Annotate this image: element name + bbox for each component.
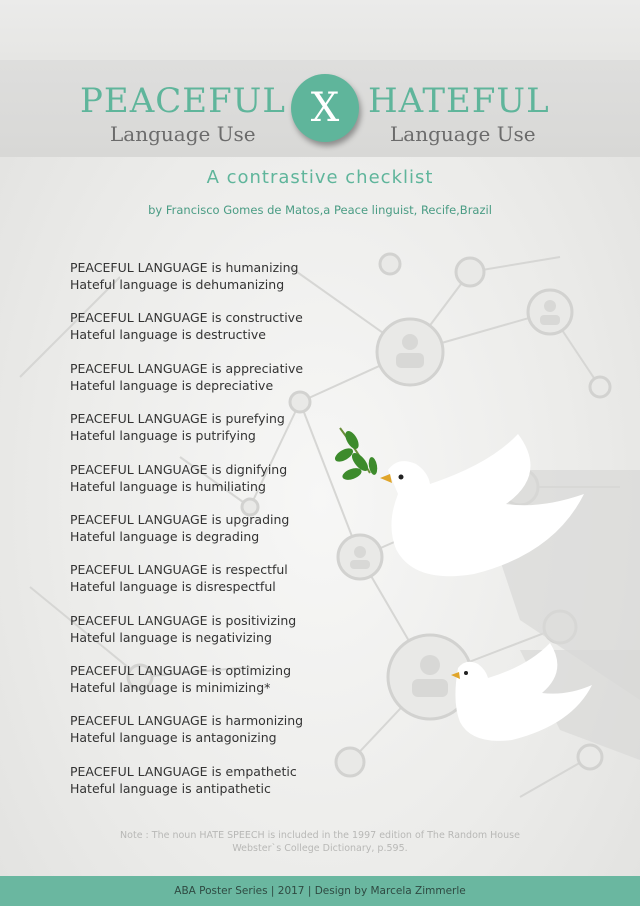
list-item xyxy=(70,410,370,444)
footnote-line-2: Webster`s College Dictionary, p.595. xyxy=(232,843,408,854)
list-item xyxy=(70,763,370,797)
peaceful-statement: PEACEFUL LANGUAGE is harmonizing xyxy=(70,713,304,728)
footer-bar xyxy=(0,876,640,906)
footnote xyxy=(0,829,640,855)
hateful-statement: Hateful language is putrifying xyxy=(70,428,256,443)
hateful-statement: Hateful language is antipathetic xyxy=(70,781,271,796)
hateful-statement: Hateful language is antagonizing xyxy=(70,730,277,745)
versus-x-badge: X xyxy=(291,74,359,142)
peaceful-statement: PEACEFUL LANGUAGE is empathetic xyxy=(70,764,297,779)
list-item xyxy=(70,309,370,343)
hateful-title: HATEFUL xyxy=(368,81,550,121)
list-item xyxy=(70,461,370,495)
hateful-statement: Hateful language is dehumanizing xyxy=(70,277,285,292)
peaceful-statement: PEACEFUL LANGUAGE is respectful xyxy=(70,562,288,577)
footnote-line-1: Note : The noun HATE SPEECH is included in the 1997 edition of The Random House xyxy=(120,830,520,841)
hateful-statement: Hateful language is disrespectful xyxy=(70,579,276,594)
list-item xyxy=(70,360,370,394)
footer-credit: ABA Poster Series | 2017 | Design by Marcela Zimmerle xyxy=(174,885,466,897)
hateful-statement: Hateful language is depreciative xyxy=(70,378,274,393)
peaceful-statement: PEACEFUL LANGUAGE is dignifying xyxy=(70,462,288,477)
list-item xyxy=(70,561,370,595)
hateful-statement: Hateful language is degrading xyxy=(70,529,260,544)
hateful-statement: Hateful language is destructive xyxy=(70,327,266,342)
peaceful-statement: PEACEFUL LANGUAGE is constructive xyxy=(70,310,303,325)
peaceful-subtitle: Language Use xyxy=(110,122,256,146)
peaceful-statement: PEACEFUL LANGUAGE is appreciative xyxy=(70,361,304,376)
checklist-subtitle: A contrastive checklist xyxy=(206,167,434,188)
list-item xyxy=(70,662,370,696)
list-item xyxy=(70,511,370,545)
author-byline: by Francisco Gomes de Matos,a Peace linguist, Recife,Brazil xyxy=(148,203,492,217)
peaceful-statement: PEACEFUL LANGUAGE is positivizing xyxy=(70,613,297,628)
hateful-statement: Hateful language is negativizing xyxy=(70,630,272,645)
list-item xyxy=(70,712,370,746)
hateful-subtitle: Language Use xyxy=(390,122,536,146)
list-item xyxy=(70,259,370,293)
peaceful-statement: PEACEFUL LANGUAGE is humanizing xyxy=(70,260,299,275)
hateful-statement: Hateful language is minimizing* xyxy=(70,680,271,695)
hateful-statement: Hateful language is humiliating xyxy=(70,479,266,494)
peaceful-statement: PEACEFUL LANGUAGE is purefying xyxy=(70,411,285,426)
peaceful-statement: PEACEFUL LANGUAGE is optimizing xyxy=(70,663,292,678)
peaceful-statement: PEACEFUL LANGUAGE is upgrading xyxy=(70,512,290,527)
list-item xyxy=(70,612,370,646)
peaceful-title: PEACEFUL xyxy=(80,81,286,121)
